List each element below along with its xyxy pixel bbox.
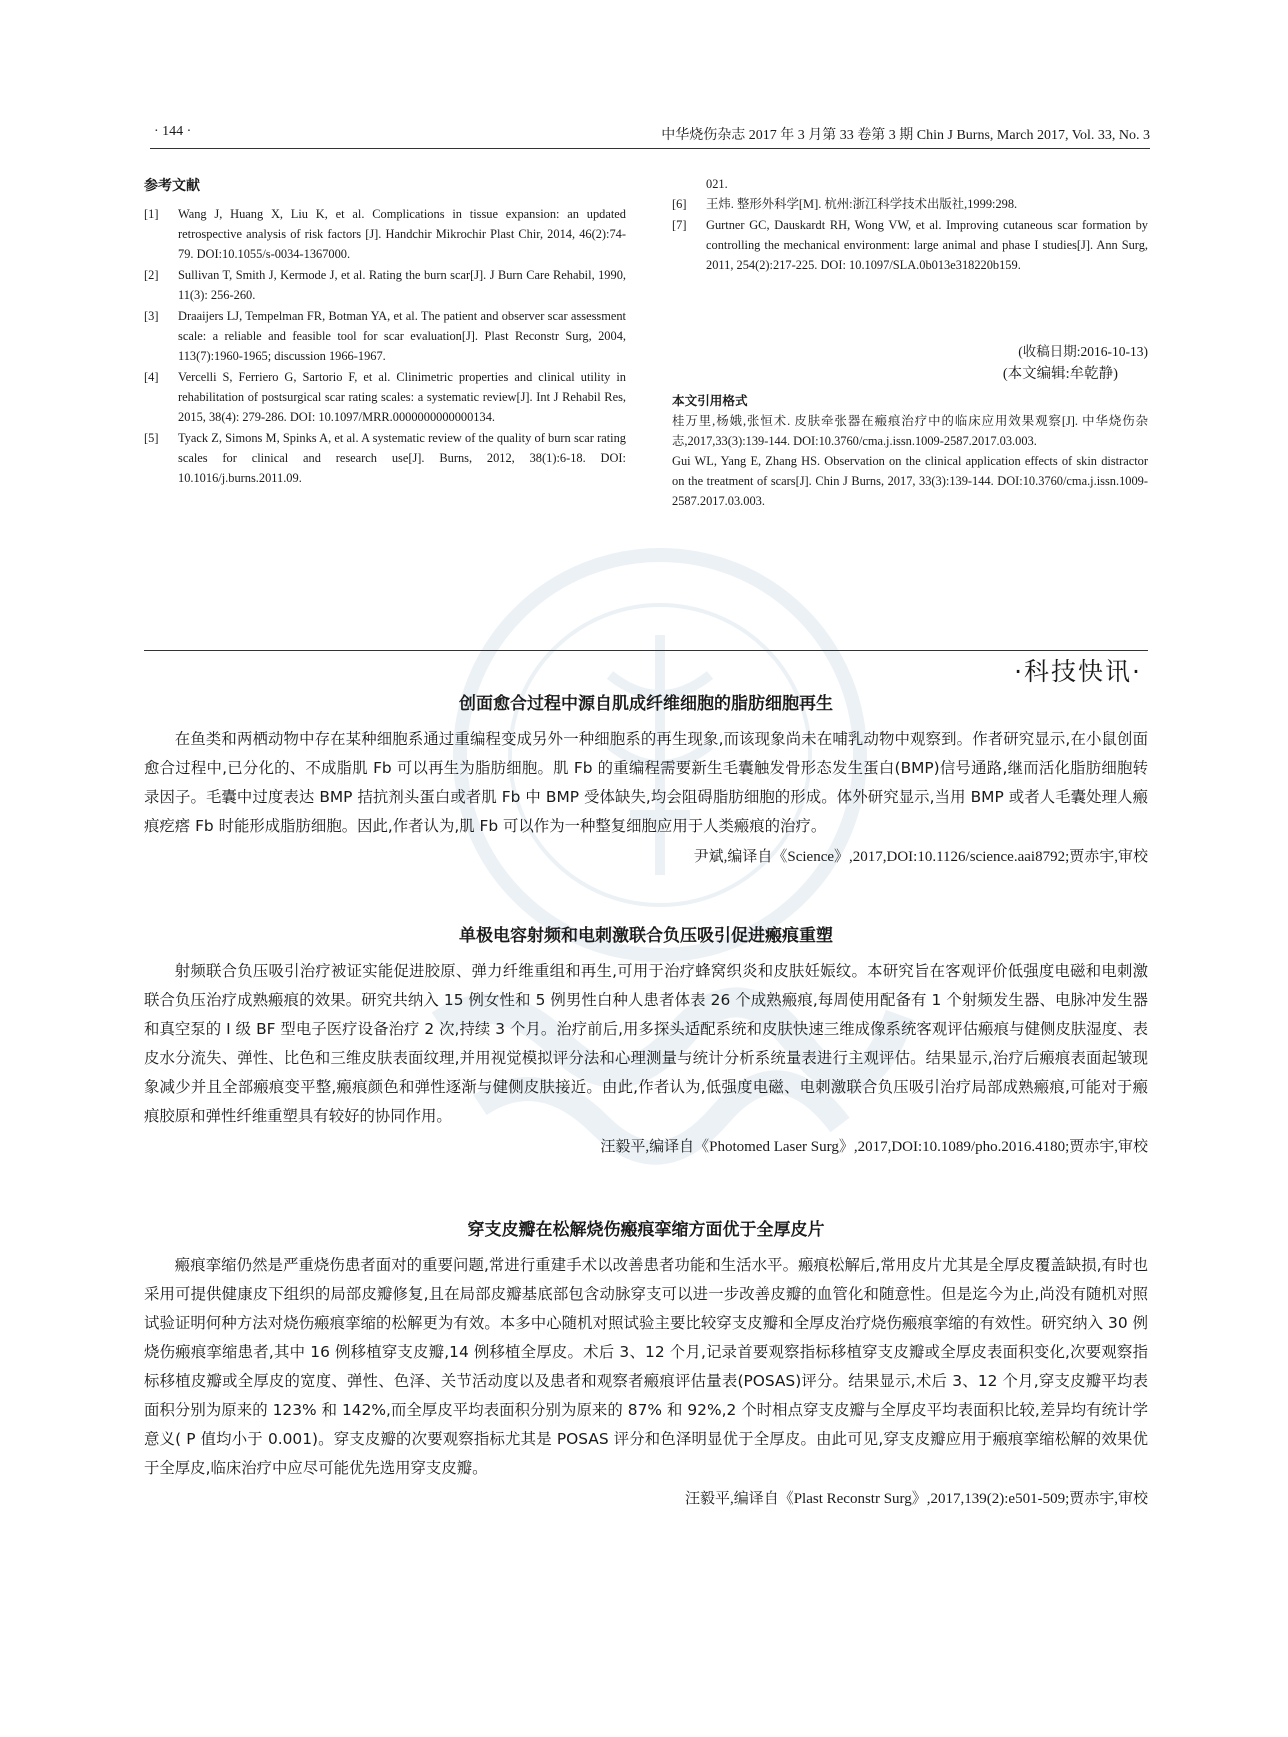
- citation-cn: 桂万里,杨娥,张恒术. 皮肤牵张器在瘢痕治疗中的临床应用效果观察[J]. 中华烧伤杂志,2017,33(3):139-144. DOI:10.3760/cma.j.issn.1009-2587.2017.03.003.: [672, 414, 1148, 448]
- page-number: · 144 ·: [154, 124, 192, 139]
- citation-title: 本文引用格式: [672, 393, 748, 408]
- references-title: 参考文献: [144, 178, 200, 194]
- reference-continuation: 021.: [706, 177, 728, 191]
- editor-note: (本文编辑:牟乾静): [1002, 366, 1118, 382]
- references-column-right: [672, 174, 1148, 511]
- reference-item: [6] 王炜. 整形外科学[M]. 杭州:浙江科学技术出版社,1999:298.: [672, 197, 1018, 211]
- citation-en: Gui WL, Yang E, Zhang HS. Observation on the clinical application effects of skin distractor on the treatment of scars[J]. Chin J Burns, 2017, 33(3):139-144. DOI:10.3760/cma.j.issn.1009-2587.2017.03.003.: [672, 454, 1148, 508]
- article-body: 在鱼类和两栖动物中存在某种细胞系通过重编程变成另外一种细胞系的再生现象,而该现象尚未在哺乳动物中观察到。作者研究显示,在小鼠创面愈合过程中,已分化的、不成脂肌 Fb 可以再生为脂肪细胞。肌 Fb 的重编程需要新生毛囊触发骨形态发生蛋白(BMP)信号通路,继而活化脂肪细胞转录因子。毛囊中过度表达 BMP 拮抗剂头蛋白或者肌 Fb 中 BMP 受体缺失,均会阻碍脂肪细胞的形成。体外研究显示,当用 BMP 或者人毛囊处理人瘢痕疙瘩 Fb 时能形成脂肪细胞。因此,作者认为,肌 Fb 可以作为一种整复细胞应用于人类瘢痕的治疗。: [144, 730, 1148, 835]
- received-date: (收稿日期:2016-10-13): [1018, 344, 1148, 359]
- reference-item: [3] Draaijers LJ, Tempelman FR, Botman YA, et al. The patient and observer scar assessment scale: a reliable and feasible tool for scar evaluation[J]. Plast Reconstr Surg, 2004, 113(7):1960-1965; discussion 1966-1967.: [144, 309, 626, 363]
- reference-item: [4] Vercelli S, Ferriero G, Sartorio F, et al. Clinimetric properties and clinical utility in rehabilitation of postsurgical scar rating scales: a systematic review[J]. Int J Rehabil Res, 2015, 38(4): 279-286. DOI: 10.1097/MRR.0000000000000134.: [144, 370, 626, 424]
- section-divider: [144, 650, 1148, 651]
- running-header: [150, 122, 1150, 149]
- news-article-2: [144, 922, 1148, 1162]
- reference-item: [1] Wang J, Huang X, Liu K, et al. Complications in tissue expansion: an updated retrospective analysis of risk factors [J]. Handchir Mikrochir Plast Chir, 2014, 46(2):74-79. DOI:10.1055/s-0034-1367000.: [144, 207, 626, 261]
- citation-format: [672, 391, 1148, 511]
- article-body: 瘢痕挛缩仍然是严重烧伤患者面对的重要问题,常进行重建手术以改善患者功能和生活水平。瘢痕松解后,常用皮片尤其是全厚皮覆盖缺损,有时也采用可提供健康皮下组织的局部皮瓣修复,且在局部皮瓣基底部包含动脉穿支可以进一步改善皮瓣的血管化和随意性。但是迄今为止,尚没有随机对照试验证明何种方法对烧伤瘢痕挛缩的松解更为有效。本多中心随机对照试验主要比较穿支皮瓣和全厚皮治疗烧伤瘢痕挛缩的有效性。研究纳入 30 例烧伤瘢痕挛缩患者,其中 16 例移植穿支皮瓣,14 例移植全厚皮。术后 3、12 个月,记录首要观察指标移植穿支皮瓣或全厚皮表面积变化,次要观察指标移植皮瓣或全厚皮的宽度、弹性、色泽、关节活动度以及患者和观察者瘢痕评估量表(POSAS)评分。结果显示,术后 3、12 个月,穿支皮瓣平均表面积分别为原来的 123% 和 142%,而全厚皮平均表面积分别为原来的 87% 和 92%,2 个时相点穿支皮瓣与全厚皮平均表面积比较,差异均有统计学意义( P 值均小于 0.001)。穿支皮瓣的次要观察指标尤其是 POSAS 评分和色泽明显优于全厚皮。由此可见,穿支皮瓣应用于瘢痕挛缩松解的效果优于全厚皮,临床治疗中应尽可能优先选用穿支皮瓣。: [144, 1256, 1148, 1477]
- article-source: 尹斌,编译自《Science》,2017,DOI:10.1126/science.aai8792;贾赤宇,审校: [693, 849, 1148, 865]
- references-column-left: [144, 174, 626, 489]
- reference-item: [5] Tyack Z, Simons M, Spinks A, et al. A systematic review of the quality of burn scar rating scales for clinical and research use[J]. Burns, 2012, 38(1):6-18. DOI: 10.1016/j.burns.2011.09.: [144, 431, 626, 485]
- article-title: 穿支皮瓣在松解烧伤瘢痕挛缩方面优于全厚皮片: [467, 1220, 825, 1240]
- article-source: 汪毅平,编译自《Plast Reconstr Surg》,2017,139(2):e501-509;贾赤宇,审校: [684, 1491, 1148, 1507]
- article-source: 汪毅平,编译自《Photomed Laser Surg》,2017,DOI:10.1089/pho.2016.4180;贾赤宇,审校: [600, 1139, 1148, 1155]
- article-body: 射频联合负压吸引治疗被证实能促进胶原、弹力纤维重组和再生,可用于治疗蜂窝织炎和皮肤妊娠纹。本研究旨在客观评价低强度电磁和电刺激联合负压治疗成熟瘢痕的效果。研究共纳入 15 例女性和 5 例男性白种人患者体表 26 个成熟瘢痕,每周使用配备有 1 个射频发生器、电脉冲发生器和真空泵的 Ⅰ 级 BF 型电子医疗设备治疗 2 次,持续 3 个月。治疗前后,用多探头适配系统和皮肤快速三维成像系统客观评估瘢痕与健侧皮肤湿度、表皮水分流失、弹性、比色和三维皮肤表面纹理,并用视觉模拟评分法和心理测量与统计分析系统量表进行主观评估。结果显示,治疗后瘢痕表面起皱现象减少并且全部瘢痕变平整,瘢痕颜色和弹性逐渐与健侧皮肤接近。由此,作者认为,低强度电磁、电刺激联合负压吸引治疗局部成熟瘢痕,可能对于瘢痕胶原和弹性纤维重塑具有较好的协同作用。: [144, 962, 1148, 1125]
- article-title: 单极电容射频和电刺激联合负压吸引促进瘢痕重塑: [459, 926, 833, 946]
- section-label: ·科技快讯·: [1014, 657, 1142, 686]
- reference-item: [2] Sullivan T, Smith J, Kermode J, et al. Rating the burn scar[J]. J Burn Care Rehabil, 1990, 11(3): 256-260.: [144, 268, 626, 302]
- news-article-1: [144, 690, 1148, 872]
- journal-citation-header: 中华烧伤杂志 2017 年 3 月第 33 卷第 3 期 Chin J Burns, March 2017, Vol. 33, No. 3: [661, 128, 1150, 143]
- article-title: 创面愈合过程中源自肌成纤维细胞的脂肪细胞再生: [459, 694, 833, 714]
- reference-item: [7] Gurtner GC, Dauskardt RH, Wong VW, et al. Improving cutaneous scar formation by controlling the mechanical environment: large animal and phase I studies[J]. Ann Surg, 2011, 254(2):217-225. DOI: 10.1097/SLA.0b013e318220b159.: [672, 218, 1148, 272]
- news-article-3: [144, 1216, 1148, 1514]
